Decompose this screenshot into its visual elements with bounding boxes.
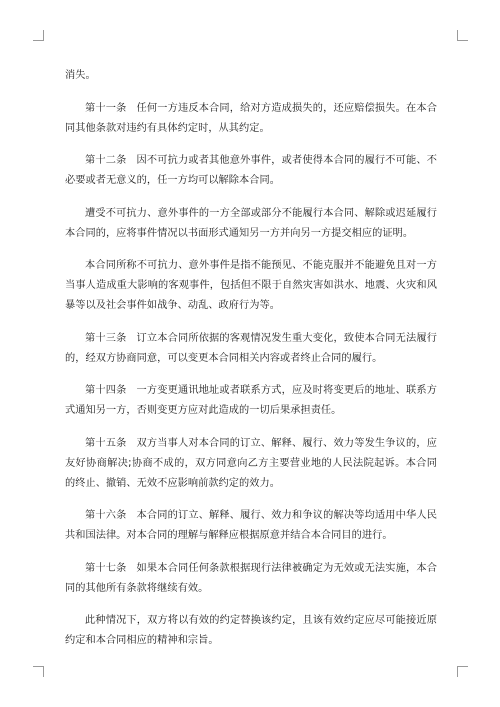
article-number: 第十七条 <box>85 562 127 574</box>
article-11 <box>65 99 437 139</box>
paragraph-replacement-clause <box>65 611 437 651</box>
paragraph-0 <box>65 66 437 86</box>
crop-mark-bottom-left <box>33 666 44 677</box>
paragraph-text: 本合同所称不可抗力、意外事件是指不能预见、不能克服并不能避免且对一方当事人造成重大影响的客观事件，包括但不限于自然灾害如洪水、地震、火灾和风暴等以及社会事件如战争、动乱、政府行为等。 <box>65 260 437 311</box>
paragraph-text: 如果本合同任何条款根据现行法律被确定为无效或无法实施，本合同的其他所有条款将继续有效。 <box>65 562 438 594</box>
article-number: 第十五条 <box>85 437 127 449</box>
article-13 <box>65 329 437 369</box>
crop-mark-top-right <box>457 30 468 41</box>
article-number: 第十三条 <box>85 332 127 344</box>
crop-mark-top-left <box>33 30 44 41</box>
article-number: 第十二条 <box>85 155 127 166</box>
paragraph-text: 双方当事人对本合同的订立、解释、履行、效力等发生争议的，应友好协商解决;协商不成的，双方同意向乙方主要营业地的人民法院起诉。本合同的终止、撤销、无效不应影响前款约定的效力。 <box>65 437 438 489</box>
article-number: 第十四条 <box>85 385 127 396</box>
paragraph-text: 一方变更通讯地址或者联系方式，应及时将变更后的地址、联系方式通知另一方，否则变更方应对此造成的一切后果承担责任。 <box>65 385 438 416</box>
paragraph-text: 遭受不可抗力、意外事件的一方全部或部分不能履行本合同、解除或迟延履行本合同的，应将事件情况以书面形式通知另一方并向另一方提交相应的证明。 <box>65 207 437 239</box>
crop-mark-bottom-right <box>457 666 468 677</box>
paragraph-text: 此种情况下，双方将以有效的约定替换该约定，且该有效约定应尽可能接近原约定和本合同相应的精神和宗旨。 <box>65 615 437 646</box>
article-number: 第十一条 <box>85 102 127 114</box>
paragraph-text: 任何一方违反本合同，给对方造成损失的，还应赔偿损失。在本合同其他条款对违约有具体约定时，从其约定。 <box>65 102 438 134</box>
paragraph-text: 因不可抗力或者其他意外事件，或者使得本合同的履行不可能、不必要或者无意义的，任一方均可以解除本合同。 <box>65 155 438 186</box>
paragraph-force-majeure-definition <box>65 256 437 316</box>
paragraph-force-majeure-notice <box>65 204 437 244</box>
article-15 <box>65 434 437 494</box>
article-16 <box>65 506 437 546</box>
paragraph-text: 订立本合同所依据的客观情况发生重大变化，致使本合同无法履行的，经双方协商同意，可以变更本合同相关内容或者终止合同的履行。 <box>65 332 438 364</box>
article-12 <box>65 151 437 191</box>
paragraph-text: 本合同的订立、解释、履行、效力和争议的解决等均适用中华人民共和国法律。对本合同的理解与解释应根据原意并结合本合同目的进行。 <box>65 510 438 541</box>
article-17 <box>65 559 437 599</box>
article-number: 第十六条 <box>85 510 127 521</box>
paragraph-text: 消失。 <box>65 70 96 81</box>
article-14 <box>65 381 437 421</box>
document-body <box>65 66 437 664</box>
